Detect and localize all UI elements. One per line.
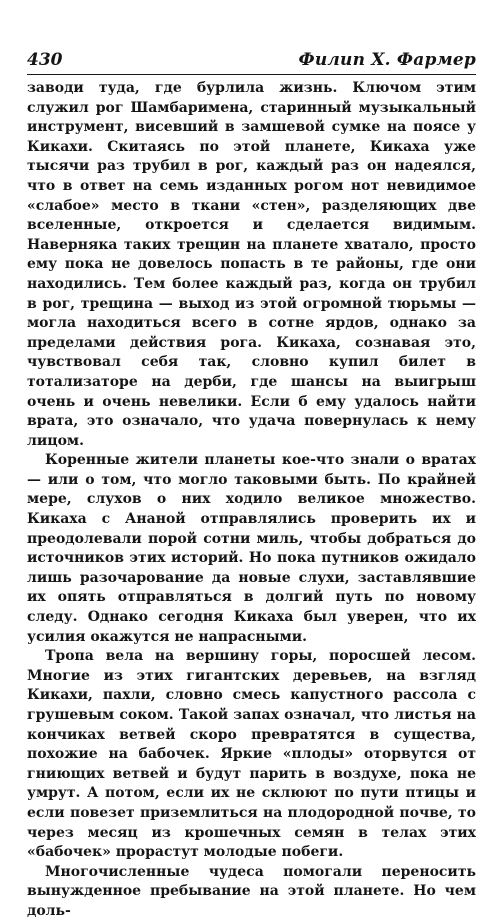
page-header — [27, 40, 476, 75]
paragraph-2: Коренные жители планеты кое-что знали о вратах — или о том, что могло таковыми быть. По крайней мере, слухов о них ходило великое множество. Кикаха с Ананой отправлялись проверить их и преодолевали порой сотни миль, чтобы добраться до источников этих историй. Но пока путников ожидало лишь разочарование да новые слухи, заставлявшие их опять отправляться в долгий путь по новому следу. Однако сегодня Кикаха был уверен, что их усилия окажутся не напрасными. — [27, 452, 476, 645]
paragraph-3: Тропа вела на вершину горы, поросшей лесом. Многие из этих гигантских деревьев, на взгляд Кикахи, пахли, словно смесь капустного рассола с грушевым соком. Такой запах означал, что листья на кончиках ветвей скоро превратятся в существа, похожие на бабочек. Яркие «плоды» оторвутся от гниющих ветвей и будут парить в воздухе, пока не умрут. А потом, если их не склюют по пути птицы и если повезет приземлиться на плодородной почве, то через месяц из крошечных семян в телах этих «бабочек» прорастут молодые побеги. — [27, 648, 476, 861]
paragraph-4: Многочисленные чудеса помогали переносить вынужденное пребывание на этой планете. Но чем доль- — [27, 863, 476, 919]
page-number: 430 — [27, 50, 63, 70]
book-page — [27, 40, 476, 922]
running-head: Филип Х. Фармер — [298, 50, 476, 70]
body-text — [27, 79, 476, 922]
paragraph-1: заводи туда, где бурлила жизнь. Ключом этим служил рог Шамбаримена, старинный музыкальный инструмент, висевший в замшевой сумке на поясе у Кикахи. Скитаясь по этой планете, Кикаха уже тысячи раз трубил в рог, каждый раз он надеялся, что в ответ на семь изданных рогом нот невидимое «слабое» место в ткани «стен», разделяющих две вселенные, откроется и сделается видимым. Наверняка таких трещин на планете хватало, просто ему пока не довелось попасть в те районы, где они находились. Тем более каждый раз, когда он трубил в рог, трещина — выход из этой огромной тюрьмы — могла находиться всего в сотне ярдов, однако за пределами действия рога. Кикаха, сознавая это, чувствовал себя так, словно купил билет в тотализаторе на дерби, где шансы на выигрыш очень и очень невелики. Если б ему удалось найти врата, это означало, что удача повернулась к нему лицом. — [27, 80, 476, 449]
